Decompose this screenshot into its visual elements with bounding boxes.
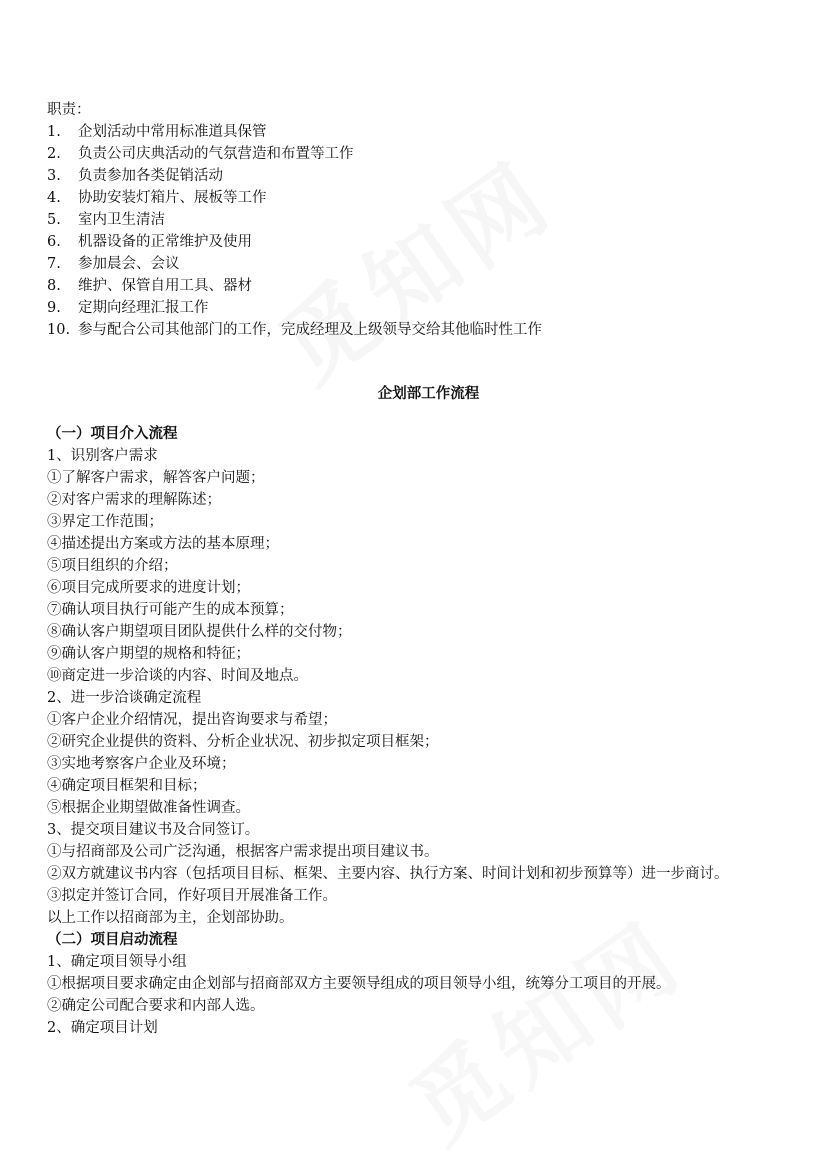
step-item: ①根据项目要求确定由企划部与招商部双方主要领导组成的项目领导小组，统筹分工项目的开展。 xyxy=(47,976,671,992)
item-number: 7. xyxy=(47,256,61,272)
item-text: 负责公司庆典活动的气氛营造和布置等工作 xyxy=(78,146,354,162)
item-text: 机器设备的正常维护及使用 xyxy=(78,234,252,250)
item-text: 协助安装灯箱片、展板等工作 xyxy=(78,190,267,206)
responsibility-item xyxy=(47,275,792,297)
step-item: ②确定公司配合要求和内部人选。 xyxy=(47,998,265,1014)
responsibility-item xyxy=(47,209,792,231)
document-title: 企划部工作流程 xyxy=(377,386,480,402)
step-heading: 1、确定项目领导小组 xyxy=(47,954,187,970)
responsibility-item xyxy=(47,165,792,187)
item-number: 10. xyxy=(47,322,71,338)
responsibility-item xyxy=(47,143,792,165)
item-number: 4. xyxy=(47,190,61,206)
responsibility-item xyxy=(47,231,792,253)
item-number: 6. xyxy=(47,234,61,250)
step-item: ④确定项目框架和目标； xyxy=(47,778,207,794)
item-text: 定期向经理汇报工作 xyxy=(78,300,209,316)
step-heading: 1、识别客户需求 xyxy=(47,448,158,464)
step-item: ⑧确认客户期望项目团队提供什么样的交付物； xyxy=(47,624,352,640)
item-text: 负责参加各类促销活动 xyxy=(78,168,223,184)
document-body xyxy=(47,99,792,1039)
item-number: 9. xyxy=(47,300,61,316)
section-note: 以上工作以招商部为主，企划部协助。 xyxy=(47,910,294,926)
step-item: ②双方就建议书内容（包括项目目标、框架、主要内容、执行方案、时间计划和初步预算等）进一步商讨。 xyxy=(47,866,729,882)
step-item: ③界定工作范围； xyxy=(47,514,163,530)
step-item: ⑤项目组织的介绍； xyxy=(47,558,178,574)
responsibilities-list xyxy=(47,121,792,341)
section-heading: （二）项目启动流程 xyxy=(47,932,178,948)
item-number: 1. xyxy=(47,124,61,140)
item-text: 企划活动中常用标准道具保管 xyxy=(78,124,267,140)
step-item: ③实地考察客户企业及环境； xyxy=(47,756,236,772)
responsibility-item xyxy=(47,297,792,319)
step-item: ⑤根据企业期望做准备性调查。 xyxy=(47,800,250,816)
step-item: ④描述提出方案或方法的基本原理； xyxy=(47,536,279,552)
responsibility-item xyxy=(47,319,792,341)
step-item: ①了解客户需求，解答客户问题； xyxy=(47,470,265,486)
step-item: ②研究企业提供的资料、分析企业状况、初步拟定项目框架； xyxy=(47,734,439,750)
item-text: 室内卫生清洁 xyxy=(78,212,165,228)
item-number: 8. xyxy=(47,278,61,294)
item-text: 参加晨会、会议 xyxy=(78,256,180,272)
step-item: ①与招商部及公司广泛沟通，根据客户需求提出项目建议书。 xyxy=(47,844,439,860)
step-heading: 2、确定项目计划 xyxy=(47,1020,158,1036)
responsibility-item xyxy=(47,253,792,275)
item-number: 3. xyxy=(47,168,61,184)
item-number: 2. xyxy=(47,146,61,162)
step-item: ⑩商定进一步洽谈的内容、时间及地点。 xyxy=(47,668,308,684)
section-heading: （一）项目介入流程 xyxy=(47,426,178,442)
step-item: ②对客户需求的理解陈述； xyxy=(47,492,221,508)
responsibility-item xyxy=(47,121,792,143)
step-item: ③拟定并签订合同，作好项目开展准备工作。 xyxy=(47,888,337,904)
step-item: ⑦确认项目执行可能产生的成本预算； xyxy=(47,602,294,618)
step-item: ①客户企业介绍情况，提出咨询要求与希望； xyxy=(47,712,337,728)
step-heading: 2、进一步洽谈确定流程 xyxy=(47,690,202,706)
item-text: 参与配合公司其他部门的工作，完成经理及上级领导交给其他临时性工作 xyxy=(78,322,542,338)
step-item: ⑥项目完成所要求的进度计划； xyxy=(47,580,250,596)
step-heading: 3、提交项目建议书及合同签订。 xyxy=(47,822,260,838)
step-item: ⑨确认客户期望的规格和特征； xyxy=(47,646,250,662)
responsibilities-label: 职责： xyxy=(47,102,91,118)
responsibility-item xyxy=(47,187,792,209)
item-text: 维护、保管自用工具、器材 xyxy=(78,278,252,294)
item-number: 5. xyxy=(47,212,61,228)
